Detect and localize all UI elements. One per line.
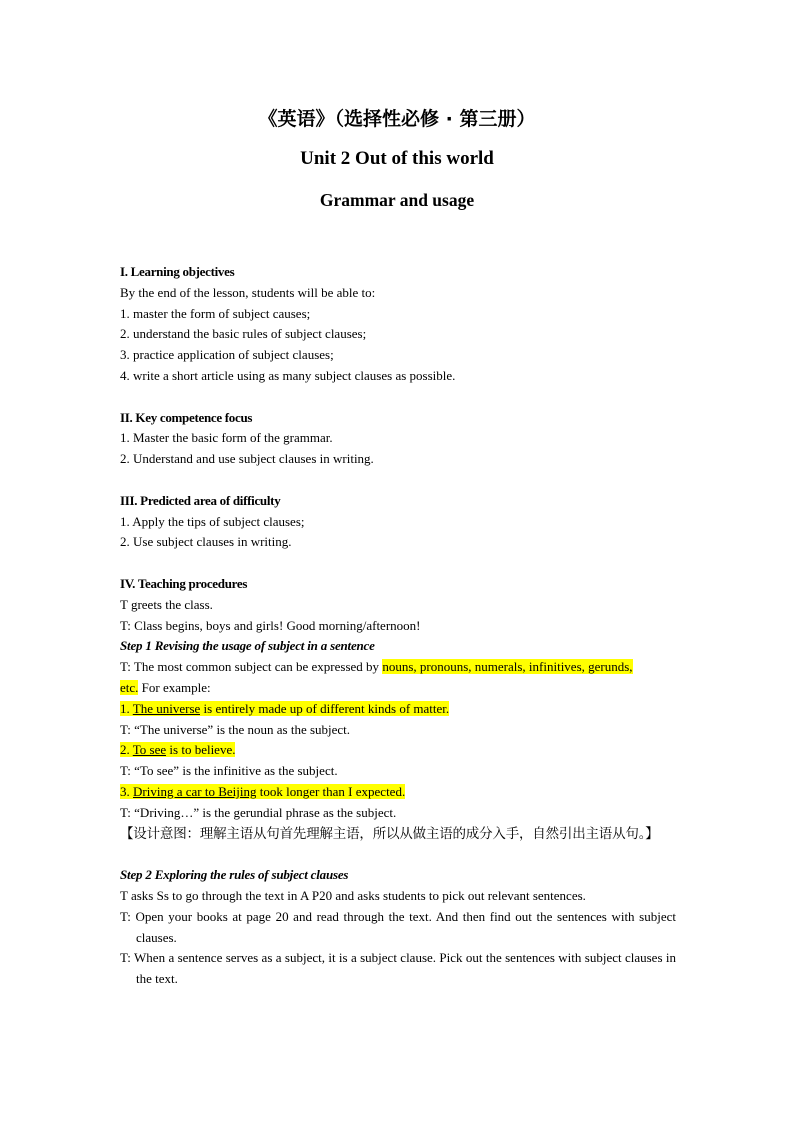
section-heading: I. Learning objectives [120, 264, 235, 279]
paragraph: T: When a sentence serves as a subject, it is a subject clause. Pick out the sentences with subject clauses in the text. [120, 950, 676, 987]
spacer [120, 387, 676, 408]
list-item: 2. Understand and use subject clauses in writing. [120, 451, 374, 467]
highlighted-text: etc. [120, 679, 139, 695]
text-run: For example: [138, 679, 211, 695]
paragraph: T: “Driving…” is the gerundial phrase as the subject. [120, 804, 397, 820]
paragraph: By the end of the lesson, students will be able to: [120, 284, 376, 300]
unit-title: Unit 2 Out of this world [300, 148, 494, 169]
paragraph: T: “To see” is the infinitive as the subject. [120, 763, 338, 779]
lesson-title: Grammar and usage [319, 190, 475, 210]
underlined-subject: The universe [132, 700, 201, 716]
highlighted-text: took longer than I expected. [256, 783, 406, 799]
example-sentence [120, 740, 676, 761]
design-intent-note: 【设计意图：理解主语从句首先理解主语，所以从做主语的成分入手，自然引出主语从句。】 [120, 825, 659, 842]
paragraph: T: Class begins, boys and girls! Good morning/afternoon! [120, 617, 421, 633]
paragraph [120, 678, 676, 699]
list-item: 1. Apply the tips of subject clauses; [120, 513, 305, 529]
highlighted-text: is to believe. [166, 742, 236, 758]
paragraph: T asks Ss to go through the text in A P20 and asks students to pick out relevant sentences. [120, 887, 586, 903]
paragraph: T greets the class. [120, 596, 213, 612]
example-sentence [120, 782, 676, 803]
highlighted-text: is entirely made up of different kinds of matter. [200, 700, 450, 716]
section-heading: II. Key competence focus [120, 409, 253, 425]
list-item: 4. write a short article using as many subject clauses as possible. [120, 367, 456, 383]
step-title: Step 2 Exploring the rules of subject clauses [120, 867, 349, 883]
list-item: 2. understand the basic rules of subject clauses; [120, 326, 367, 342]
document-body [120, 262, 676, 990]
highlighted-text: nouns, pronouns, numerals, infinitives, gerunds, [382, 659, 633, 675]
section-heading: IV. Teaching procedures [120, 575, 248, 591]
underlined-subject: Driving a car to Beijing [133, 783, 257, 799]
paragraph: T: “The universe” is the noun as the subject. [120, 721, 351, 737]
list-item: 2. Use subject clauses in writing. [120, 534, 292, 550]
paragraph [120, 657, 676, 678]
document-title: 《英语》（选择性必修 · 第三册） [258, 108, 536, 130]
list-item: 1. master the form of subject causes; [120, 305, 311, 321]
list-item: 3. practice application of subject clauses; [120, 347, 334, 363]
example-number: 3. [120, 783, 133, 799]
example-number: 1. [120, 700, 133, 716]
underlined-subject: To see [132, 742, 167, 758]
paragraph: T: Open your books at page 20 and read through the text. And then find out the sentences with subject clauses. [120, 908, 676, 945]
spacer [120, 553, 676, 574]
example-sentence [120, 699, 676, 720]
spacer [120, 844, 676, 865]
text-run: T: The most common subject can be expressed by [120, 659, 383, 675]
example-number: 2. [120, 742, 133, 758]
section-heading: III. Predicted area of difficulty [120, 492, 281, 508]
list-item: 1. Master the basic form of the grammar. [120, 430, 333, 446]
step-title: Step 1 Revising the usage of subject in a sentence [120, 638, 375, 654]
spacer [120, 470, 676, 491]
